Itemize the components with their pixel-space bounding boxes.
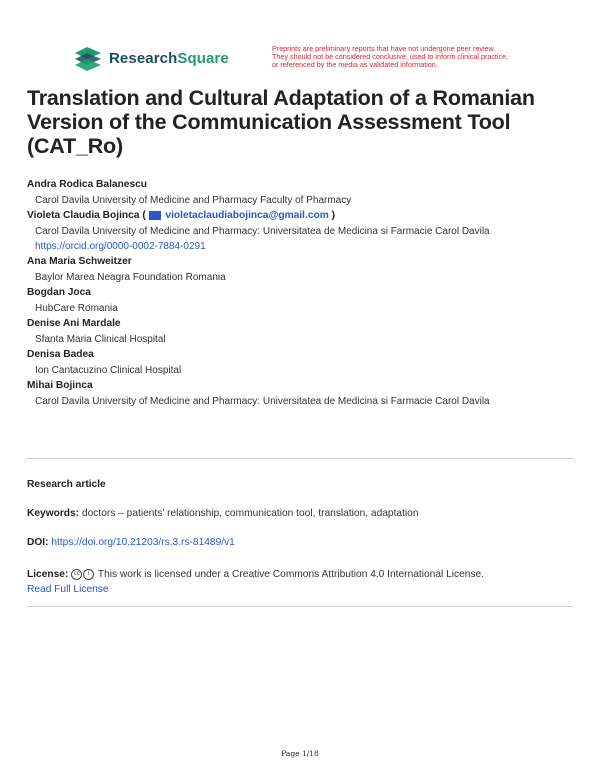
author-name: Andra Rodica Balanescu [27,179,148,190]
author-affiliation: Ion Cantacuzino Clinical Hospital [35,365,182,376]
author-name: Denisa Badea [27,349,94,360]
license-label: License: [27,569,69,580]
author-entry [27,379,577,408]
doi-line [27,537,235,548]
doi-label: DOI: [27,537,49,548]
license-text: This work is licensed under a Creative Commons Attribution 4.0 International License. [97,569,485,580]
author-email-link[interactable]: violetaclaudiabojinca@gmail.com [165,210,329,221]
author-name: Violeta Claudia Bojinca [27,210,140,221]
logo-text [109,50,229,67]
header [73,45,573,77]
logo-text-main: Research [109,49,178,67]
author-affiliation: Carol Davila University of Medicine and Pharmacy: Universitatea de Medicina si Farmacie Carol Davila [35,396,490,407]
author-entry [27,317,577,346]
email-open-paren: ( [142,210,146,221]
doi-link[interactable]: https://doi.org/10.21203/rs.3.rs-81489/v1 [51,537,235,548]
author-name: Bogdan Joca [27,287,91,298]
article-type: Research article [27,479,106,490]
author-affiliation: HubCare Romania [35,303,118,314]
keywords-line [27,508,419,519]
keywords-label: Keywords: [27,508,80,519]
email-close-paren: ) [331,210,336,221]
author-entry [27,209,577,253]
author-name-with-email [27,209,577,223]
research-square-logo-icon [73,45,103,71]
page-number: Page 1/18 [281,749,319,758]
author-name: Mihai Bojinca [27,380,93,391]
author-affiliation: Baylor Marea Neagra Foundation Romania [35,272,226,283]
author-affiliation: Carol Davila University of Medicine and Pharmacy Faculty of Pharmacy [35,195,352,206]
author-affiliation: Carol Davila University of Medicine and Pharmacy: Universitatea de Medicina si Farmacie Carol Davila [35,226,490,237]
author-affiliation: Sfanta Maria Clinical Hospital [35,334,166,345]
preprint-disclaimer [272,45,572,70]
author-entry [27,348,577,377]
read-full-license-link[interactable]: Read Full License [27,584,109,595]
research-square-logo[interactable] [73,45,229,71]
author-name: Ana Maria Schweitzer [27,256,132,267]
author-entry [27,255,577,284]
mail-icon [149,211,161,220]
author-entry [27,286,577,315]
logo-text-accent: Square [177,49,229,67]
keywords-value: doctors – patients’ relationship, communication tool, translation, adaptation [81,508,419,519]
by-icon: i [83,569,94,580]
preprint-disclaimer-line: They should not be considered conclusive, used to inform clinical practice, [272,52,509,62]
author-name: Denise Ani Mardale [27,318,121,329]
section-divider [27,606,573,607]
preprint-disclaimer-line: Preprints are preliminary reports that have not undergone peer review. [272,44,496,53]
preprint-disclaimer-line: or referenced by the media as validated information. [272,60,438,70]
license-block [27,567,577,597]
paper-title: Translation and Cultural Adaptation of a Romanian Version of the Communication Assessment Tool (CAT_Ro) [27,86,535,158]
section-divider [27,458,573,459]
author-list [27,178,577,410]
orcid-link[interactable]: https://orcid.org/0000-0002-7884-0291 [35,241,206,252]
cc-icon: cc [71,569,82,580]
author-entry [27,178,577,207]
